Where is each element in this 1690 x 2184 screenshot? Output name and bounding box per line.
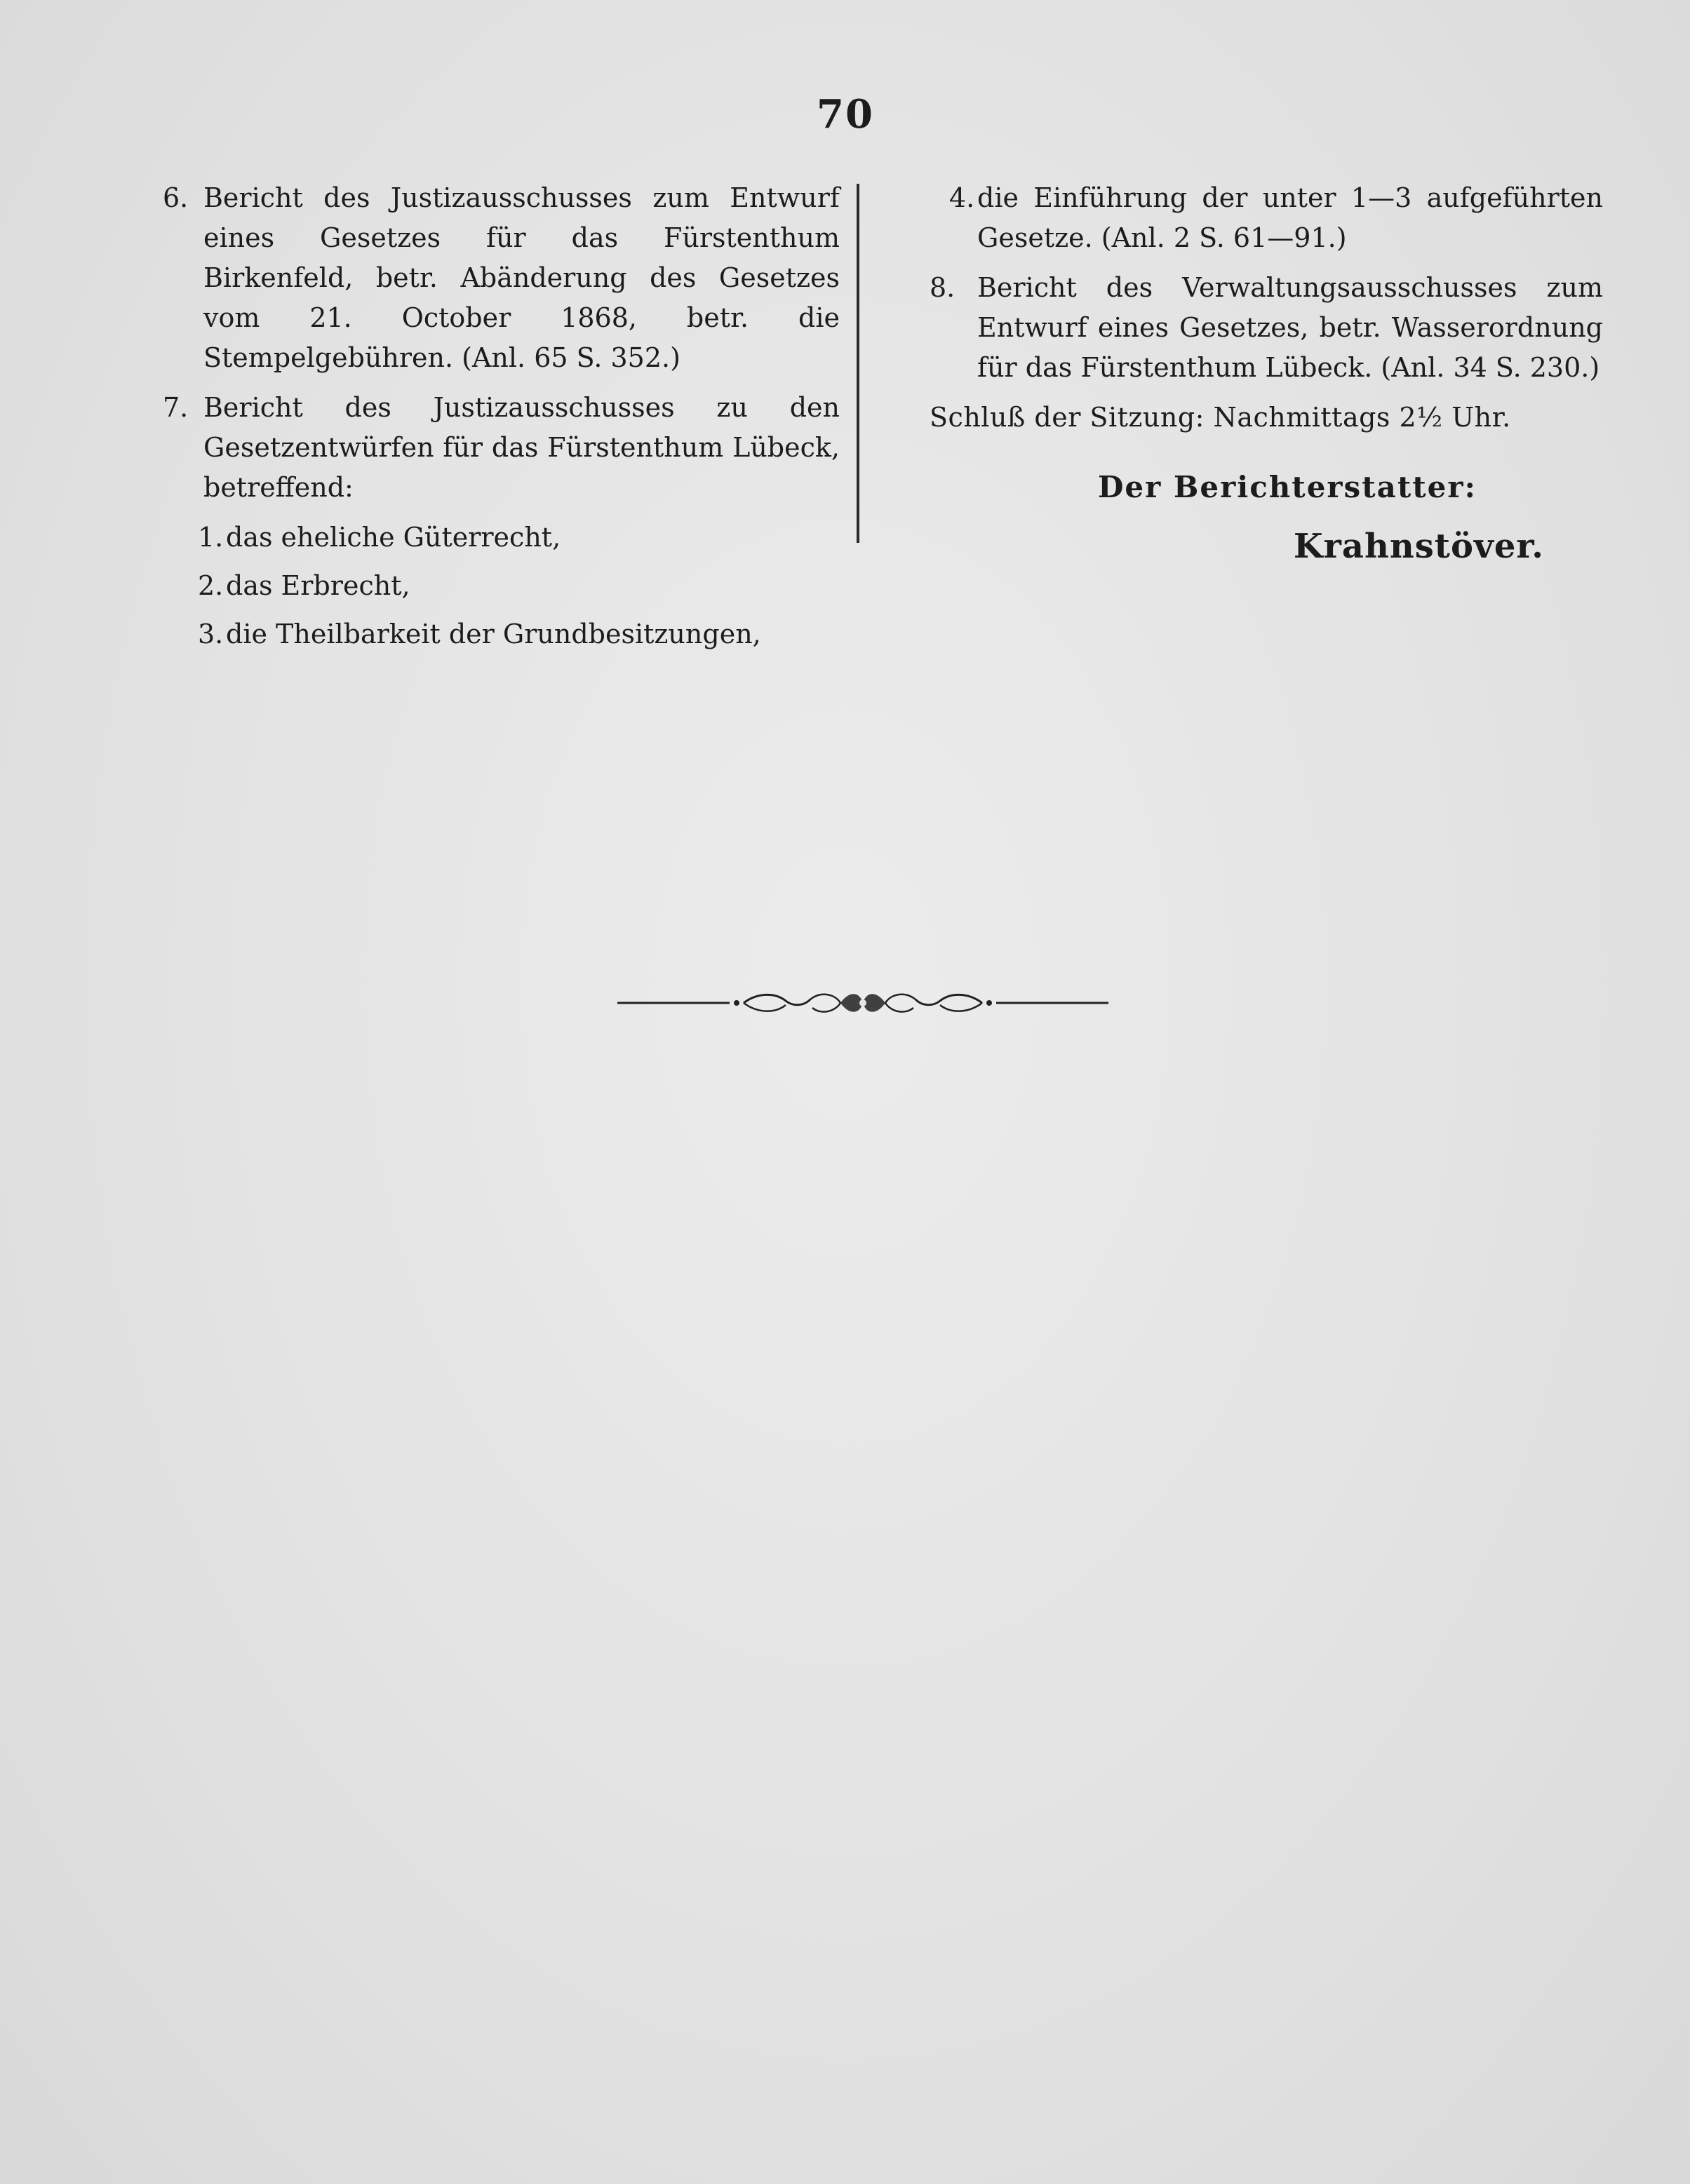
agenda-item-8 [930,268,1603,388]
session-closing: Schluß der Sitzung: Nachmittags 2½ Uhr. [930,402,1511,433]
sub-item-3 [163,614,840,654]
page-number: 70 [817,91,874,137]
agenda-item-7-text: Bericht des Justizausschusses zu den Gesetzentwürfen für das Fürstenthum Lübeck, betreffend: [203,392,840,503]
ornamental-divider [617,985,1108,1020]
sub-item-2 [163,566,840,606]
right-column [930,178,1603,567]
reporter-heading: Der Berichterstatter: [1098,470,1477,504]
agenda-item-8-text: Bericht des Verwaltungsausschusses zum Entwurf eines Gesetzes, betr. Wasserordnung für das Fürstenthum Lübeck. (Anl. 34 S. 230.) [977,272,1603,383]
sub-item-2-number: 2. [198,570,224,601]
sub-item-1-number: 1. [198,522,224,553]
agenda-item-6-text: Bericht des Justizausschusses zum Entwurf eines Gesetzes für das Fürstenthum Birkenfeld, betr. Abänderung des Gesetzes vom 21. October 1868, betr. die Stempelgebühren. (Anl. 65 S. 352.) [203,182,840,373]
sub-item-1-text: das eheliche Güterrecht, [226,522,561,553]
agenda-item-6 [163,178,840,378]
sub-item-2-text: das Erbrecht, [226,570,410,601]
sub-item-1 [163,518,840,558]
sub-item-3-number: 3. [198,619,224,649]
agenda-item-7-number: 7. [163,392,189,423]
sub-item-4-number: 4. [949,182,975,213]
agenda-item-8-number: 8. [930,272,955,303]
reporter-signature: Krahnstöver. [1293,527,1544,566]
sub-item-3-text: die Theilbarkeit der Grundbesitzungen, [226,619,761,649]
sub-item-4 [930,178,1603,258]
left-column [163,178,840,663]
column-divider [857,184,859,543]
agenda-item-7 [163,388,840,508]
agenda-item-6-number: 6. [163,182,189,213]
sub-item-4-text: die Einführung der unter 1—3 aufgeführten Gesetze. (Anl. 2 S. 61—91.) [977,182,1603,253]
